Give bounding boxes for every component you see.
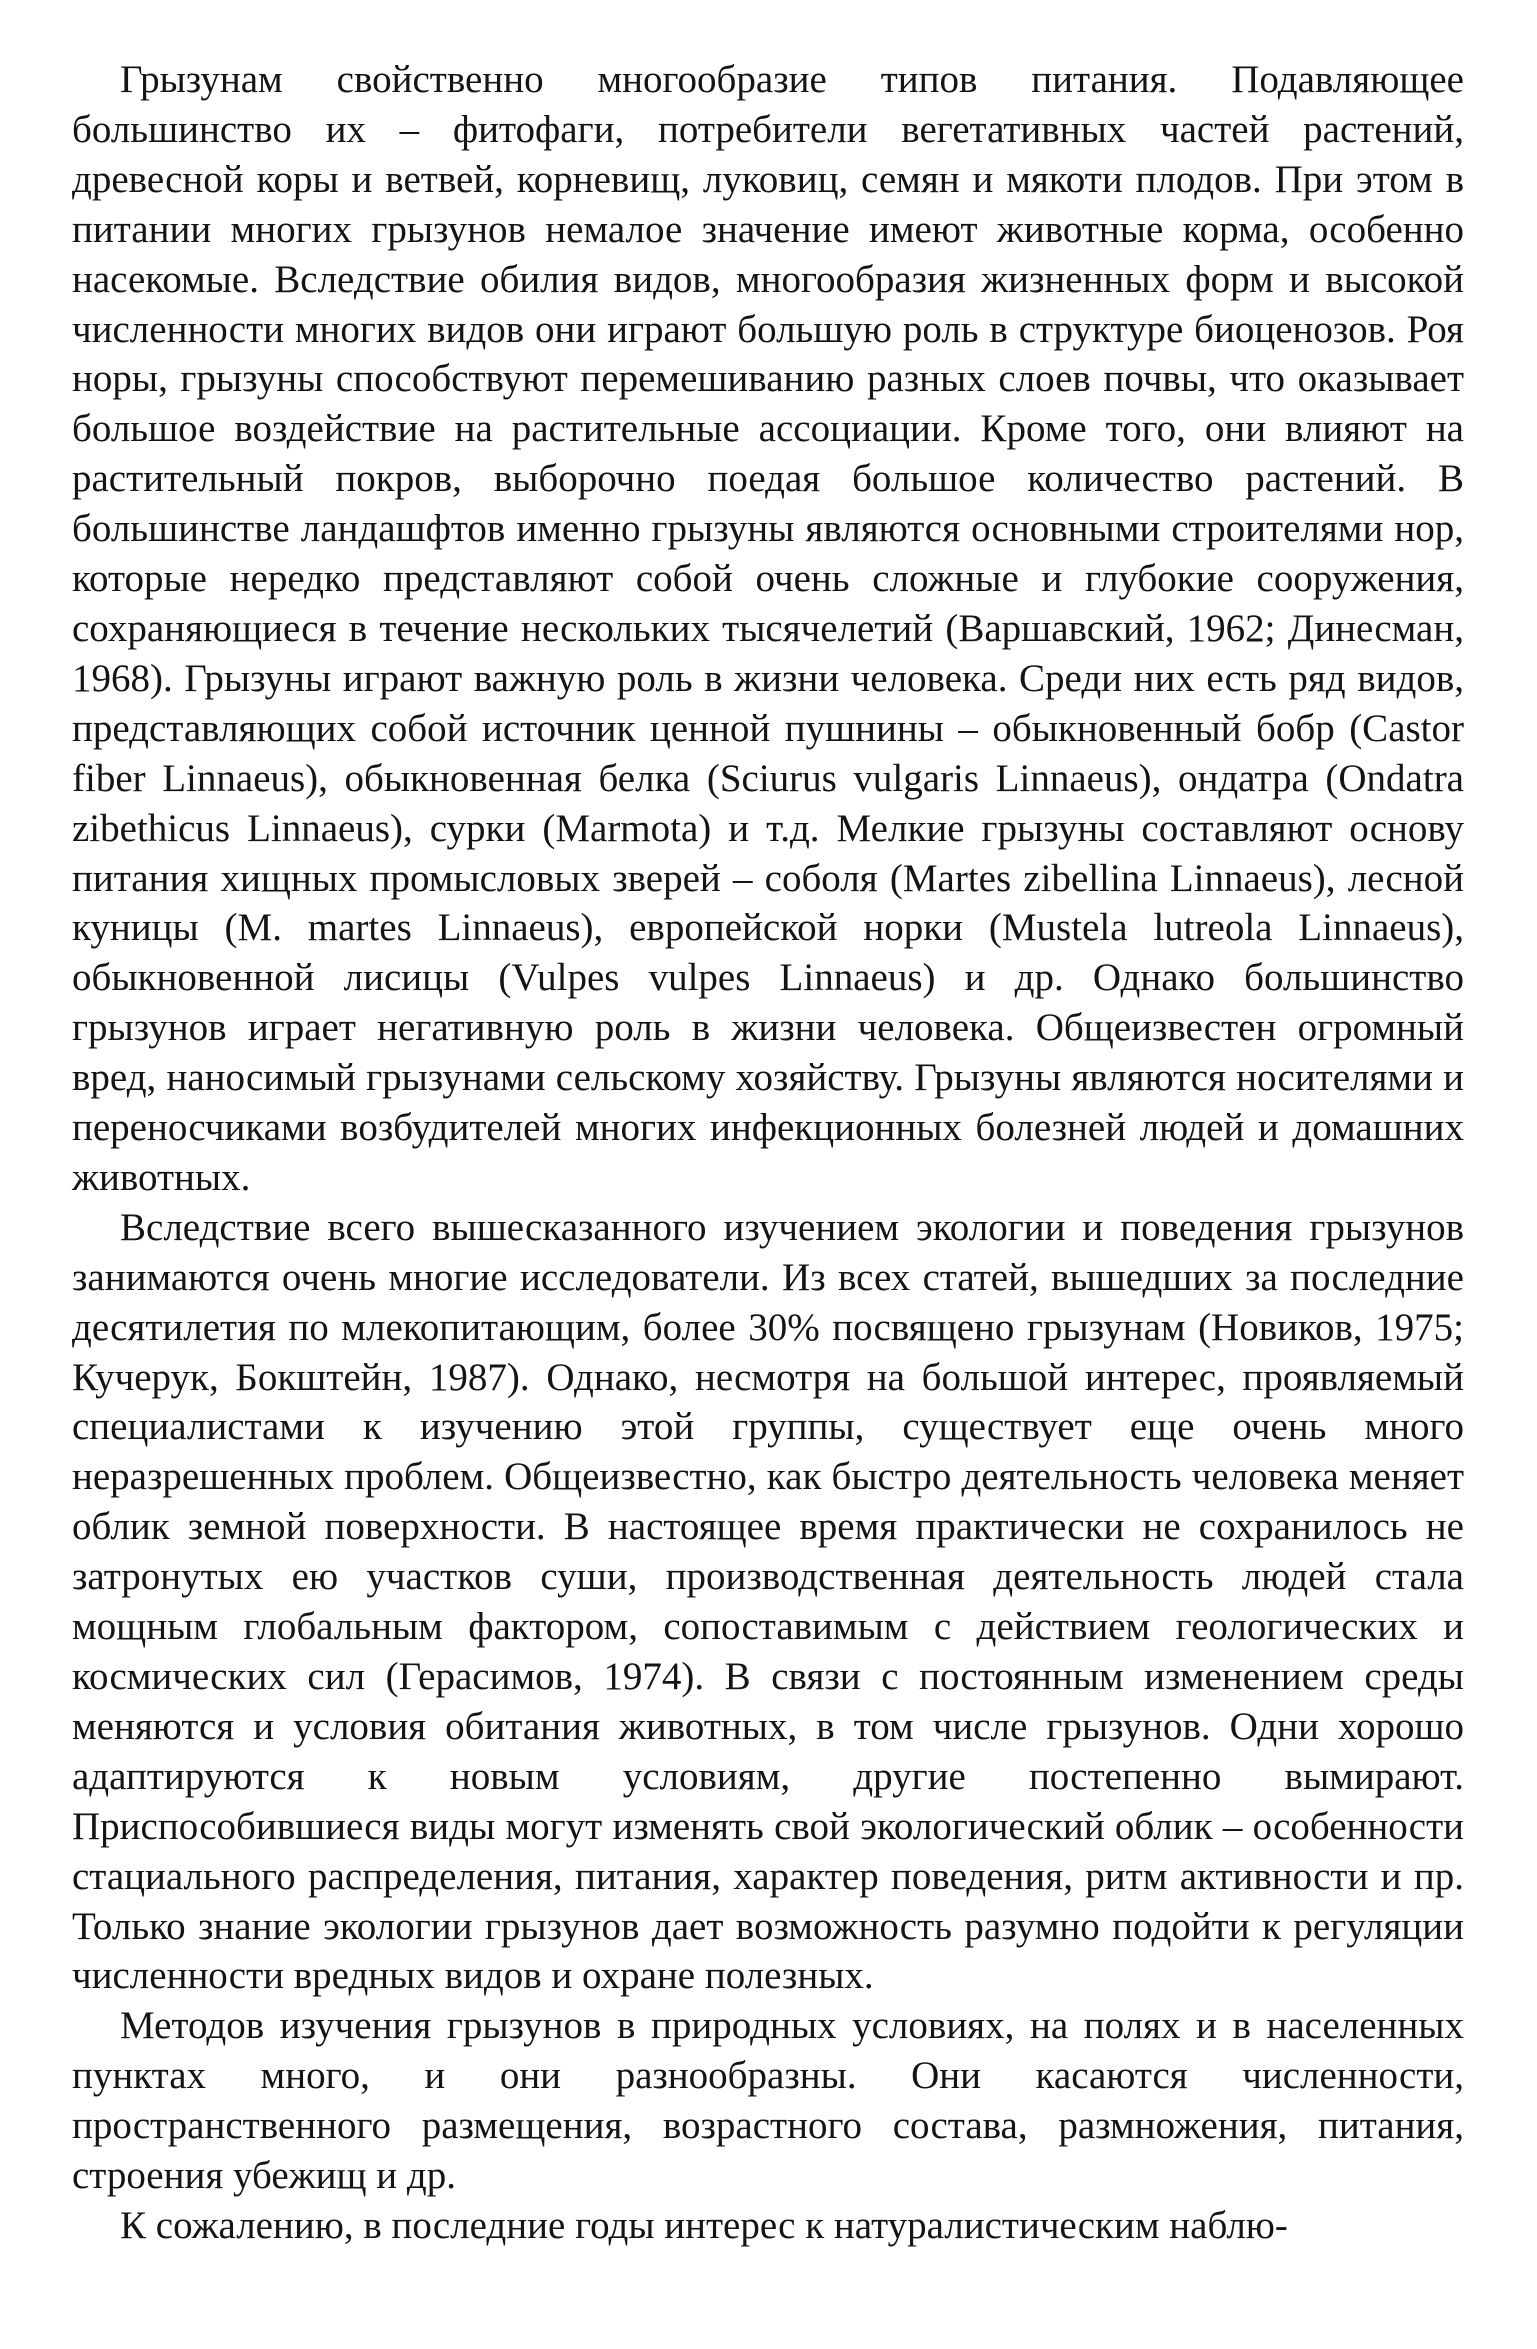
paragraph-study-methods: Методов изучения грызунов в природных условиях, на полях и в населенных пунктах много, и они разнообразны. Они касаются численности, пространственного размещения, возрастного состава, размножения, питания, строения убежищ и др. (72, 2004, 1464, 2198)
paragraph-research-interest: Вследствие всего вышесказанного изучением экологии и поведения грызунов занимаются очень многие исследователи. Из всех статей, вышедших за последние десятилетия по млекопитающим, более 30% посвящено грызунам (Новиков, 1975; Кучерук, Бокштейн, 1987). Однако, несмотря на большой интерес, проявляемый специалистами к изучению этой группы, существует еще очень много неразрешенных проблем. Общеизвестно, как быстро деятельность человека меняет облик земной поверхности. В настоящее время практически не сохранилось не затронутых ею участков суши, производственная деятельность людей стала мощным глобальным фактором, сопоставимым с действием геологических и космических сил (Герасимов, 1974). В связи с постоянным изменением среды меняются и условия обитания животных, в том числе грызунов. Одни хорошо адаптируются к новым условиям, другие постепенно вымирают. Приспособившиеся виды могут изменять свой экологический облик – особенности стациального распределения, питания, характер поведения, ритм активности и пр. Только знание экологии грызунов дает возможность разумно подойти к регуляции численности вредных видов и охране полезных. (72, 1205, 1464, 1998)
paragraph-diet-and-role: Грызунам свойственно многообразие типов питания. Подавляющее большинство их – фитофаги, потребители вегетативных частей растений, древесной коры и ветвей, корневищ, луковиц, семян и мякоти плодов. При этом в питании многих грызунов немалое значение имеют животные корма, особенно насекомые. Вследствие обилия видов, многообразия жизненных форм и высокой численности многих видов они играют большую роль в структуре биоценозов. Роя норы, грызуны способствуют перемешиванию разных слоев почвы, что оказывает большое воздействие на растительные ассоциации. Кроме того, они влияют на растительный покров, выборочно поедая большое количество растений. В большинстве ландашфтов именно грызуны являются основными строителями нор, которые нередко представляют собой очень сложные и глубокие сооружения, сохраняющиеся в течение нескольких тысячелетий (Варшавский, 1962; Динесман, 1968). Грызуны играют важную роль в жизни человека. Среди них есть ряд видов, представляющих собой источник ценной пушнины – обыкновенный бобр (Castor fiber Linnaeus), обыкновенная белка (Sciurus vulgaris Linnaeus), ондатра (Ondatra zibethicus Linnaeus), сурки (Marmota) и т.д. Мелкие грызуны составляют основу питания хищных промысловых зверей – соболя (Martes zibellina Linnaeus), лесной куницы (M. martes Linnaeus), европейской норки (Mustela lutreola Linnaeus), обыкновенной лисицы (Vulpes vulpes Linnaeus) и др. Однако большинство грызунов играет негативную роль в жизни человека. Общеизвестен огромный вред, наносимый грызунами сельскому хозяйству. Грызуны являются носителями и переносчиками возбудителей многих инфекционных болезней людей и домашних животных. (72, 58, 1464, 1199)
paragraph-unfortunately: К сожалению, в последние годы интерес к натуралистическим наблю- (120, 2203, 1288, 2247)
document-page (72, 55, 1464, 2251)
